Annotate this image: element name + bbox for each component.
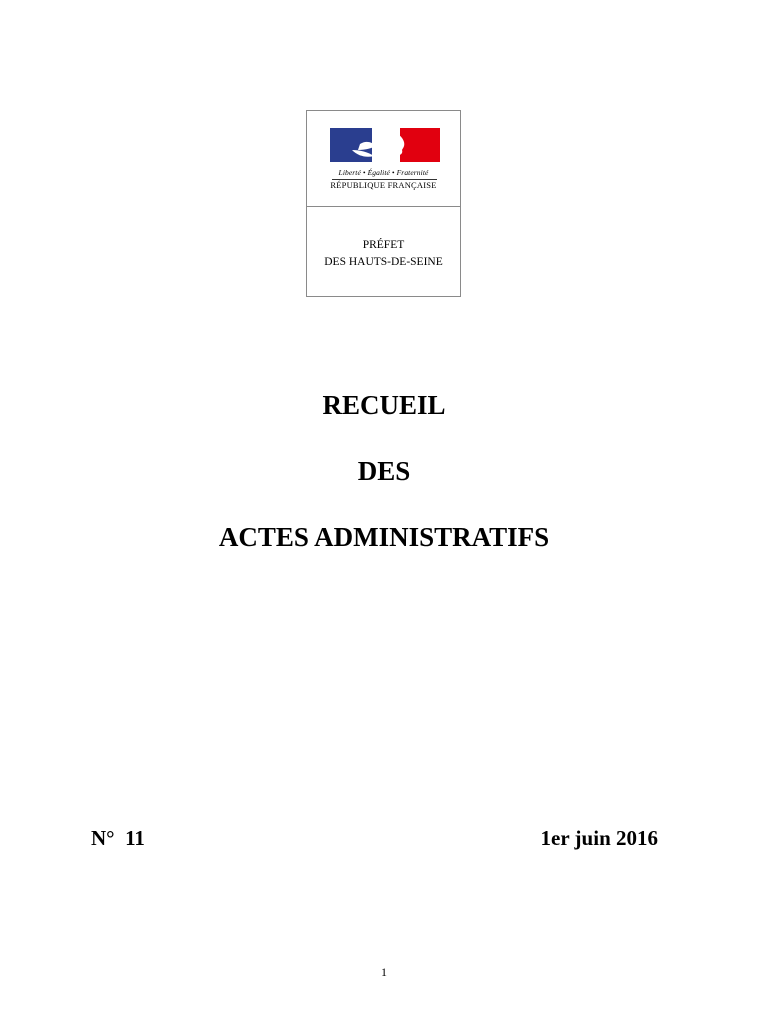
title-line-actes-administratifs: ACTES ADMINISTRATIFS [218,522,550,552]
title-line-des: DES [357,456,411,486]
issue-date: 1er juin 2016 [540,826,658,850]
page-number: 1 [381,965,387,979]
republic-motto: Liberté • Égalité • Fraternité [338,168,429,177]
prefet-label [307,237,460,271]
prefecture-logo [306,110,461,297]
prefet-line-2: DES HAUTS-DE-SEINE [324,256,443,268]
title-line-recueil: RECUEIL [322,390,446,420]
issue-number: N° 11 [91,826,145,850]
prefet-line-1: PRÉFET [362,239,405,251]
republique-francaise-label: RÉPUBLIQUE FRANÇAISE [330,180,437,190]
republique-francaise-emblem [307,111,460,207]
marianne-flag-icon [330,128,440,162]
